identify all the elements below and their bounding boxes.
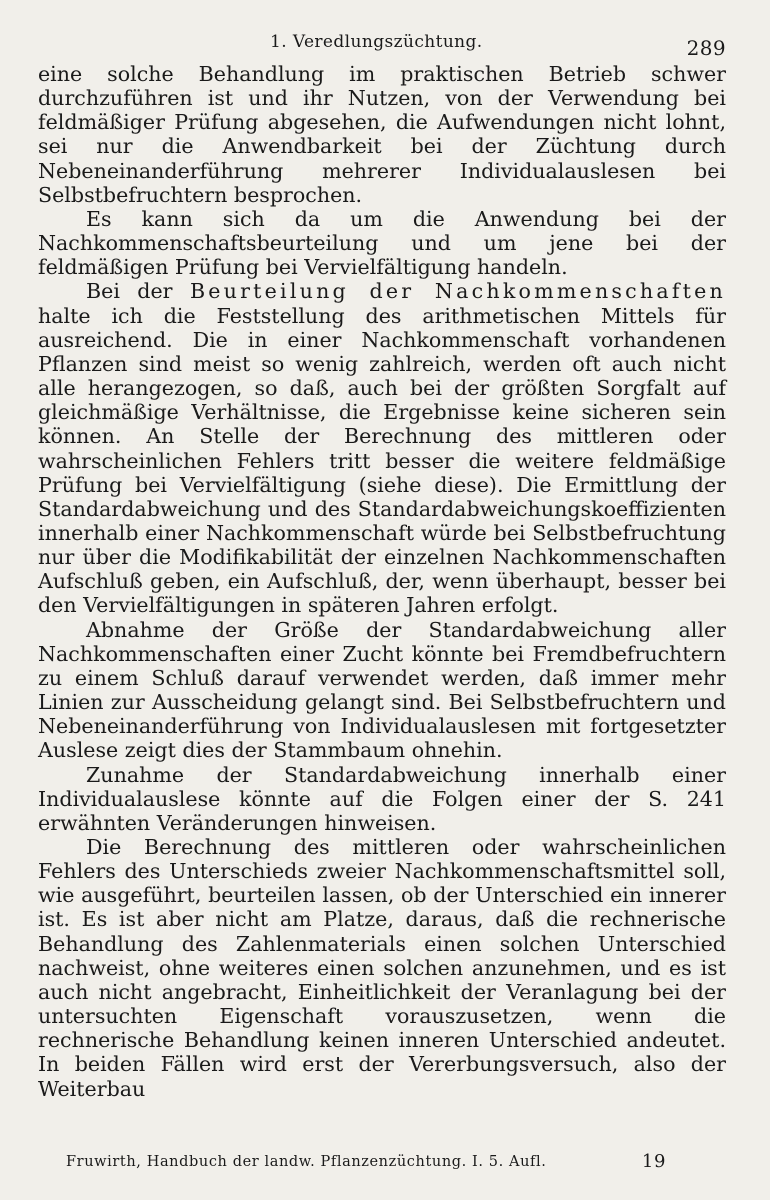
paragraph-text: Zunahme der Standardabweichung innerhalb einer Individualauslese könnte auf die Folgen einer der S. 241 erwähnten Veränderungen hinweisen.	[38, 762, 726, 835]
signature-text: Fruwirth, Handbuch der landw. Pflanzenzüchtung. I. 5. Aufl.	[66, 1154, 547, 1170]
paragraph-text: halte ich die Feststellung des arithmetischen Mittels für ausreichend. Die in einer Nachkommenschaft vorhandenen Pflanzen sind meist so wenig zahlreich, werden oft auch nicht alle herangezogen, so daß, auch bei der größten Sorgfalt auf gleichmäßige Verhältnisse, die Ergebnisse keine sicheren sein können. An Stelle der Berechnung des mittleren oder wahrscheinlichen Fehlers tritt besser die weitere feldmäßige Prüfung bei Vervielfältigung (siehe diese). Die Ermittlung der Standardabweichung und des Standardabweichungskoeffizienten innerhalb einer Nachkommenschaft würde bei Selbstbefruchtung nur über die Modifikabilität der einzelnen Nachkommenschaften Aufschluß geben, ein Aufschluß, der, wenn überhaupt, besser bei den Vervielfältigungen in späteren Jahren erfolgt.	[38, 303, 726, 618]
paragraph-text: eine solche Behandlung im praktischen Betrieb schwer durchzuführen ist und ihr Nutzen, von der Verwendung bei feldmäßiger Prüfung abgesehen, die Aufwendungen nicht lohnt, sei nur die Anwendbarkeit bei der Züchtung durch Nebeneinanderführung mehrerer Individualauslesen bei Selbstbefruchtern besprochen.	[38, 62, 726, 207]
paragraph-2	[38, 207, 726, 279]
paragraph-3	[38, 279, 726, 617]
signature-number: 19	[641, 1151, 666, 1172]
paragraph-5	[38, 763, 726, 835]
paragraph-text: Die Berechnung des mittleren oder wahrscheinlichen Fehlers des Unterschieds zweier Nachkommenschaftsmittel soll, wie ausgeführt, beurteilen lassen, ob der Unterschied ein innerer ist. Es ist aber nicht am Platze, daraus, daß die rechnerische Behandlung des Zahlenmaterials einen solchen Unterschied nachweist, ohne weiteres einen solchen anzunehmen, und es ist auch nicht angebracht, Einheitlichkeit der Veranlagung bei der untersuchten Eigenschaft vorauszusetzen, wenn die rechnerische Behandlung keinen inneren Unterschied andeutet. In beiden Fällen wird erst der Vererbungsversuch, also der Weiterbau	[38, 835, 726, 1101]
paragraph-1	[38, 62, 726, 207]
spaced-emphasis: Beurteilung der Nachkommenschaften	[189, 279, 726, 304]
body-text	[38, 62, 726, 1101]
paragraph-text: Es kann sich da um die Anwendung bei der Nachkommenschaftsbeurteilung und um jene bei der feldmäßigen Prüfung bei Vervielfältigung handeln.	[38, 206, 726, 280]
paragraph-4	[38, 618, 726, 763]
page-number: 289	[686, 36, 726, 60]
paragraph-lead: Bei der	[86, 279, 190, 304]
running-title: 1. Veredlungszüchtung.	[270, 32, 483, 52]
paragraph-6	[38, 835, 726, 1101]
signature-line	[66, 1151, 726, 1172]
running-head	[38, 26, 726, 62]
paragraph-text: Abnahme der Größe der Standardabweichung aller Nachkommenschaften einer Zucht könnte bei Fremdbefruchtern zu einem Schluß darauf verwendet werden, daß immer mehr Linien zur Ausscheidung gelangt sind. Bei Selbstbefruchtern und Nebeneinanderführung von Individualauslesen mit fortgesetzter Auslese zeigt dies der Stammbaum ohnehin.	[38, 617, 726, 763]
